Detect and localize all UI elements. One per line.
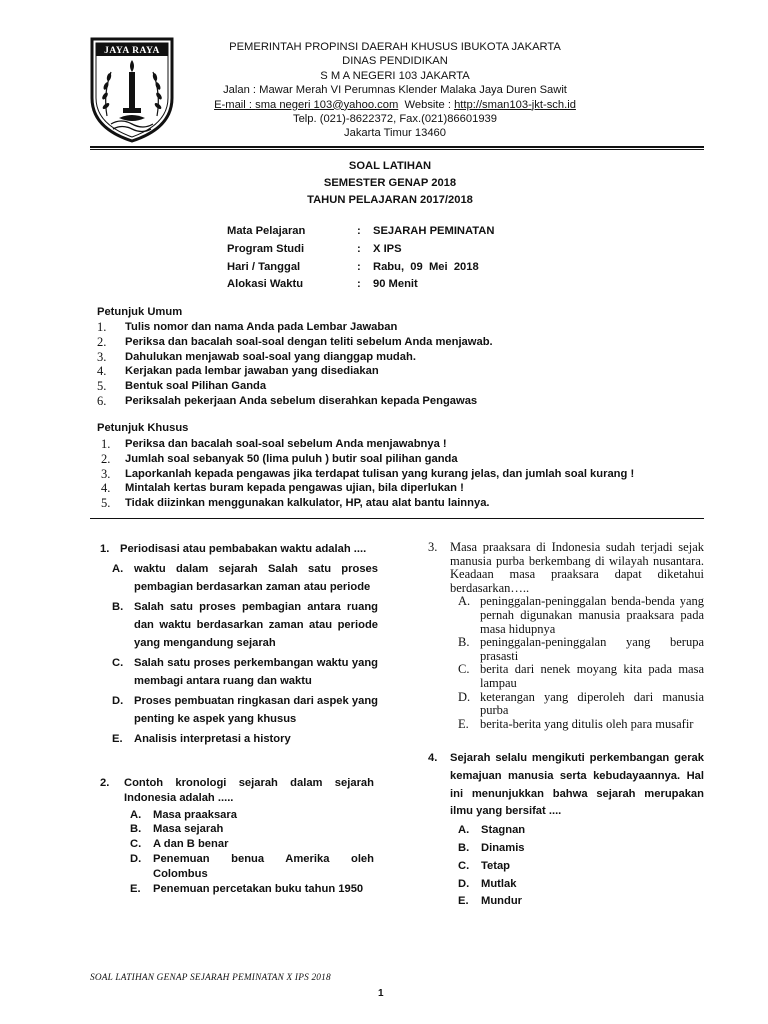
question-number: 1. — [100, 543, 110, 555]
general-instructions-title: Petunjuk Umum — [97, 306, 183, 318]
jakarta-emblem-icon — [89, 36, 175, 144]
header-line-school-name: S M A NEGERI 103 JAKARTA — [320, 69, 470, 82]
list-text: Jumlah soal sebanyak 50 (lima puluh ) butir soal pilihan ganda — [125, 452, 458, 465]
option-letter: C. — [458, 662, 470, 677]
question-stem: Masa praaksara di Indonesia sudah terjadi sejak manusia purba berkembang di wilayah nusantara. Keadaan masa praaksara dapat diketahui berdasarkan….. — [450, 540, 704, 595]
answer-option-a[interactable] — [458, 595, 704, 636]
school-header — [195, 40, 595, 141]
option-letter: D. — [458, 877, 470, 890]
info-colon: : — [357, 225, 361, 237]
question-options — [130, 808, 374, 897]
list-number: 3. — [101, 466, 111, 481]
option-letter: D. — [130, 852, 142, 865]
exam-title-line-1: SOAL LATIHAN — [348, 160, 432, 172]
option-text: Salah satu proses perkembangan waktu yang membagi antara ruang dan waktu — [134, 657, 378, 687]
option-letter: E. — [458, 895, 469, 908]
email-link[interactable]: sma negeri 103@yahoo.com — [255, 98, 399, 111]
option-text: Dinamis — [481, 841, 525, 854]
option-text: Penemuan percetakan buku tahun 1950 — [153, 882, 364, 895]
info-key: Program Studi — [227, 242, 305, 255]
question-options — [458, 595, 704, 731]
list-text: Mintalah kertas buram kepada pengawas ujian, bila diperlukan ! — [125, 482, 464, 495]
info-key: Alokasi Waktu — [227, 278, 304, 291]
option-text: Analisis interpretasi a history — [134, 733, 291, 745]
answer-option-a[interactable] — [130, 808, 374, 823]
website-link[interactable]: http://sman103-jkt-sch.id — [454, 98, 576, 111]
option-text: peninggalan-peninggalan yang berupa prasasti — [480, 635, 704, 663]
option-letter: E. — [458, 716, 469, 731]
list-number: 2. — [101, 451, 111, 466]
option-letter: C. — [130, 838, 142, 851]
list-text: Laporkanlah kepada pengawas jika terdapat tulisan yang kurang jelas, dan jumlah soal kurang ! — [125, 467, 635, 480]
list-item — [97, 452, 634, 467]
question-options — [458, 822, 704, 911]
list-number: 6. — [97, 393, 107, 408]
info-colon: : — [357, 242, 361, 255]
answer-option-c[interactable] — [458, 858, 704, 876]
option-text: Masa sejarah — [153, 823, 224, 836]
option-letter: B. — [130, 823, 142, 836]
list-item — [97, 350, 493, 365]
header-line-address: Jalan : Mawar Merah VI Perumnas Klender Malaka Jaya Duren Sawit — [223, 84, 567, 97]
answer-option-a[interactable] — [458, 822, 704, 840]
special-instructions-list — [97, 437, 634, 511]
info-row-date — [227, 259, 494, 277]
option-letter: E. — [112, 733, 123, 745]
list-text: Periksa dan bacalah soal-soal sebelum Anda menjawabnya ! — [125, 438, 447, 450]
option-text: Mutlak — [481, 877, 517, 890]
answer-option-d[interactable] — [458, 876, 704, 894]
answer-option-b[interactable] — [458, 840, 704, 858]
option-letter: C. — [458, 859, 470, 872]
exam-info — [227, 223, 494, 294]
list-item — [97, 467, 634, 482]
question-stem-row — [100, 776, 374, 806]
list-item — [97, 320, 493, 335]
question-options — [112, 560, 378, 748]
general-instructions-list — [97, 320, 493, 409]
answer-option-b[interactable] — [458, 636, 704, 663]
option-text: keterangan yang diperoleh dari manusia purba — [480, 689, 704, 718]
info-value: X IPS — [373, 242, 402, 255]
answer-option-c[interactable] — [458, 663, 704, 690]
question-stem-row — [100, 540, 378, 558]
answer-option-d[interactable] — [130, 852, 374, 882]
question-stem-row — [428, 750, 704, 821]
list-number: 1. — [97, 320, 107, 334]
question-4 — [428, 750, 704, 911]
list-number: 1. — [101, 437, 111, 451]
page-footer: SOAL LATIHAN GENAP SEJARAH PEMINATAN X IPS 2018 — [90, 973, 331, 983]
header-line-department: DINAS PENDIDIKAN — [342, 55, 448, 68]
list-text: Tidak diizinkan menggunakan kalkulator, HP, atau alat bantu lainnya. — [125, 497, 490, 510]
option-letter: D. — [458, 689, 471, 704]
special-instructions-title: Petunjuk Khusus — [97, 422, 189, 434]
answer-option-a[interactable] — [112, 560, 378, 596]
option-letter: A. — [112, 563, 124, 575]
option-text: Tetap — [481, 859, 511, 872]
website-label: Website : — [398, 98, 455, 111]
list-number: 3. — [97, 349, 107, 364]
answer-option-e[interactable] — [130, 882, 374, 897]
list-number: 2. — [97, 334, 107, 349]
option-letter: B. — [458, 635, 470, 650]
answer-option-e[interactable] — [458, 893, 704, 911]
answer-option-b[interactable] — [130, 822, 374, 837]
info-colon: : — [357, 260, 361, 273]
option-text: berita dari nenek moyang kita pada masa lampau — [480, 662, 704, 690]
header-divider — [90, 146, 704, 148]
list-number: 5. — [97, 379, 107, 394]
email-label: E-mail : — [214, 98, 256, 111]
info-key: Mata Pelajaran — [227, 225, 306, 237]
list-number: 5. — [101, 496, 111, 511]
option-letter: E. — [130, 882, 141, 895]
list-number: 4. — [101, 481, 111, 496]
option-letter: A. — [130, 808, 142, 821]
answer-option-d[interactable] — [458, 691, 704, 718]
info-row-program — [227, 241, 494, 259]
header-line-government: PEMERINTAH PROPINSI DAERAH KHUSUS IBUKOTA JAKARTA — [229, 41, 561, 53]
header-divider-thin — [90, 149, 704, 150]
option-letter: B. — [458, 841, 470, 854]
option-text: A dan B benar — [153, 838, 229, 851]
question-2 — [100, 776, 374, 896]
list-text: Tulis nomor dan nama Anda pada Lembar Jawaban — [125, 321, 398, 333]
list-item — [97, 394, 493, 409]
option-text: Masa praaksara — [153, 808, 237, 821]
question-number: 2. — [100, 777, 110, 789]
option-text: berita-berita yang ditulis oleh para musafir — [480, 716, 694, 731]
exam-title — [200, 158, 580, 209]
list-item — [97, 481, 634, 496]
info-value: Rabu, 09 Mei 2018 — [373, 260, 479, 273]
answer-option-b[interactable] — [112, 598, 378, 652]
option-letter: C. — [112, 657, 124, 669]
list-number: 4. — [97, 364, 107, 379]
list-text: Kerjakan pada lembar jawaban yang disediakan — [125, 365, 379, 378]
question-stem-row — [428, 541, 704, 595]
info-row-subject — [227, 223, 494, 241]
info-value: SEJARAH PEMINATAN — [373, 225, 495, 237]
question-number: 3. — [428, 540, 438, 554]
list-item — [97, 335, 493, 350]
list-item — [97, 379, 493, 394]
header-line-contact — [195, 98, 595, 112]
exam-title-line-3: TAHUN PELAJARAN 2017/2018 — [307, 194, 473, 206]
info-colon: : — [357, 278, 361, 291]
option-letter: B. — [112, 601, 124, 613]
header-line-phone: Telp. (021)-8622372, Fax.(021)86601939 — [292, 113, 497, 126]
list-text: Bentuk soal Pilihan Ganda — [125, 380, 267, 393]
header-line-city: Jakarta Timur 13460 — [344, 127, 446, 140]
list-text: Periksa dan bacalah soal-soal dengan teliti sebelum Anda menjawab. — [125, 335, 493, 348]
question-stem: Contoh kronologi sejarah dalam sejarah Indonesia adalah ..... — [124, 777, 374, 804]
school-logo — [89, 36, 175, 144]
answer-option-c[interactable] — [112, 654, 378, 690]
option-text: waktu dalam sejarah Salah satu proses pembagian berdasarkan zaman atau periode — [134, 563, 378, 593]
list-item — [97, 364, 493, 379]
answer-option-e[interactable] — [458, 718, 704, 732]
section-divider — [90, 518, 704, 519]
option-text: Salah satu proses pembagian antara ruang dan waktu berdasarkan zaman atau periode yang mengandung sejarah — [134, 601, 378, 649]
option-letter: A. — [458, 824, 470, 837]
question-stem: Sejarah selalu mengikuti perkembangan gerak kemajuan manusia serta kebudayaannya. Hal ini menunjukkan bahwa sejarah merupakan ilmu yang bersifat .... — [450, 752, 704, 818]
question-stem: Periodisasi atau pembabakan waktu adalah .... — [120, 543, 367, 555]
info-key: Hari / Tanggal — [227, 260, 301, 273]
option-letter: D. — [112, 695, 124, 707]
option-text: Proses pembuatan ringkasan dari aspek yang penting ke aspek yang khusus — [134, 695, 378, 725]
answer-option-c[interactable] — [130, 837, 374, 852]
info-row-duration — [227, 276, 494, 294]
option-text: Mundur — [481, 895, 523, 908]
option-letter: A. — [458, 594, 471, 609]
option-text: peninggalan-peninggalan benda-benda yang pernah digunakan manusia praaksara pada masa hidupnya — [480, 594, 704, 636]
list-text: Periksalah pekerjaan Anda sebelum diserahkan kepada Pengawas — [125, 394, 478, 407]
answer-option-e[interactable] — [112, 730, 378, 748]
option-text: Stagnan — [481, 824, 526, 837]
option-text: Penemuan benua Amerika oleh Colombus — [153, 852, 374, 880]
logo-text: JAYA RAYA — [104, 46, 160, 56]
list-item — [97, 496, 634, 511]
page-number: 1 — [378, 988, 384, 999]
exam-title-line-2: SEMESTER GENAP 2018 — [323, 177, 457, 189]
list-item — [97, 437, 634, 452]
question-number: 4. — [428, 752, 438, 764]
question-1 — [100, 540, 378, 748]
list-text: Dahulukan menjawab soal-soal yang dianggap mudah. — [125, 350, 416, 363]
question-3 — [428, 541, 704, 731]
answer-option-d[interactable] — [112, 692, 378, 728]
info-value: 90 Menit — [373, 278, 418, 291]
